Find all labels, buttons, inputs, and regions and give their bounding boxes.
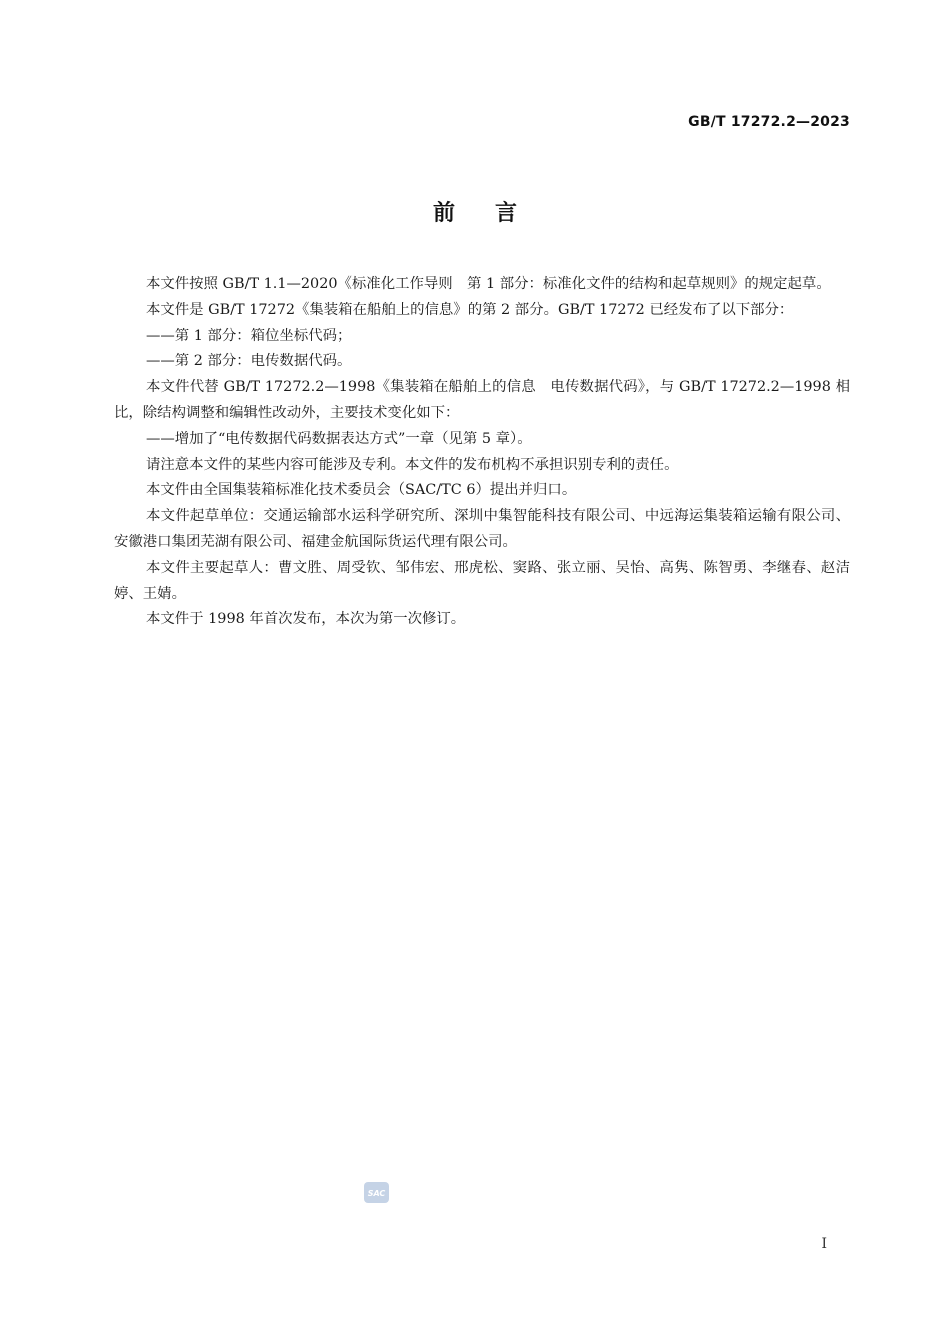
page-number: I bbox=[821, 1236, 827, 1252]
page-title: 前言 bbox=[432, 201, 557, 226]
preface-paragraph: 本文件起草单位：交通运输部水运科学研究所、深圳中集智能科技有限公司、中远海运集装箱运输有限公司、安徽港口集团芜湖有限公司、福建金航国际货运代理有限公司。 bbox=[114, 508, 850, 550]
preface-list-item: ——第 1 部分：箱位坐标代码； bbox=[146, 327, 352, 344]
preface-body bbox=[114, 272, 850, 633]
preface-list-item: ——第 2 部分：电传数据代码。 bbox=[146, 353, 352, 370]
preface-paragraph: 本文件按照 GB/T 1.1—2020《标准化工作导则 第 1 部分：标准化文件的结构和起草规则》的规定起草。 bbox=[146, 276, 831, 292]
preface-paragraph: 本文件是 GB/T 17272《集装箱在船舶上的信息》的第 2 部分。GB/T 17272 已经发布了以下部分： bbox=[146, 301, 794, 318]
sac-logo-text: SAC bbox=[367, 1189, 386, 1198]
preface-list-item: ——增加了“电传数据代码数据表达方式”一章（见第 5 章）。 bbox=[146, 430, 532, 447]
preface-paragraph: 本文件代替 GB/T 17272.2—1998《集装箱在船舶上的信息 电传数据代码》，与 GB/T 17272.2—1998 相比，除结构调整和编辑性改动外，主要技术变化如下： bbox=[114, 379, 850, 421]
preface-paragraph: 本文件主要起草人：曹文胜、周受钦、邹伟宏、邢虎松、窦路、张立丽、吴怡、高隽、陈智勇、李继春、赵洁婷、王婧。 bbox=[114, 559, 850, 602]
preface-paragraph: 请注意本文件的某些内容可能涉及专利。本文件的发布机构不承担识别专利的责任。 bbox=[146, 456, 679, 473]
preface-paragraph: 本文件于 1998 年首次发布，本次为第一次修订。 bbox=[146, 611, 466, 628]
standard-code: GB/T 17272.2—2023 bbox=[688, 114, 850, 130]
sac-logo-icon bbox=[363, 1181, 390, 1204]
preface-paragraph: 本文件由全国集装箱标准化技术委员会（SAC/TC 6）提出并归口。 bbox=[146, 482, 577, 499]
